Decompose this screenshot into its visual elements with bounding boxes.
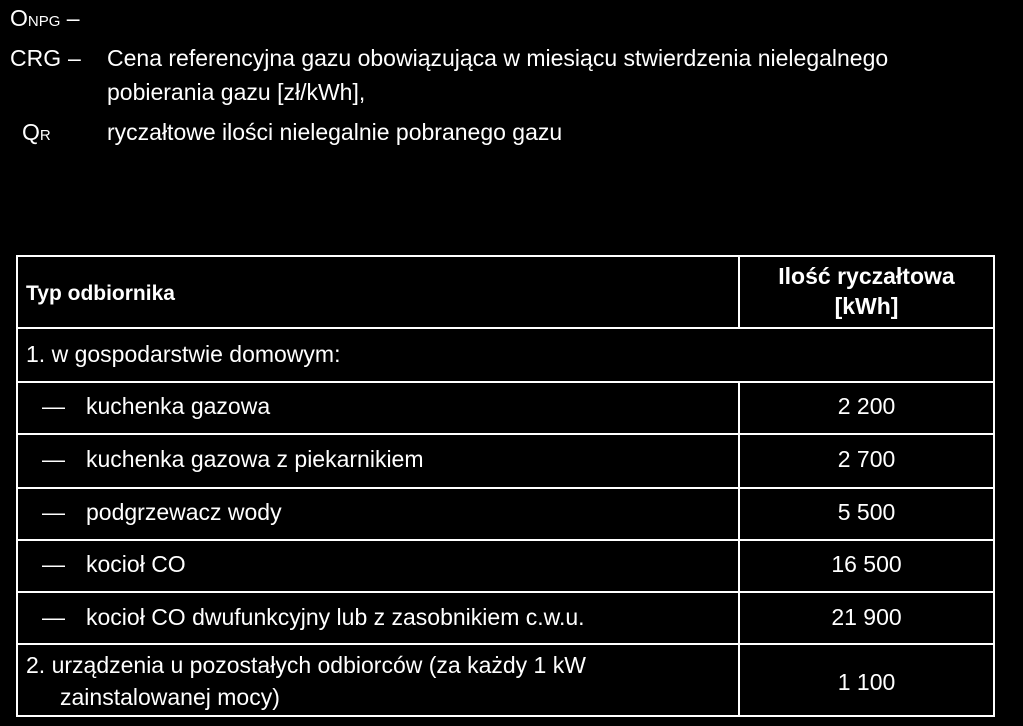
header-quantity-line1: Ilość ryczałtowa: [778, 263, 955, 289]
section-other-consumers: [26, 649, 586, 713]
header-quantity: [740, 261, 993, 321]
row-value: 2 700: [837, 446, 896, 472]
flat-rate-table: [16, 255, 995, 717]
symbol-onpg: [10, 2, 80, 38]
row-dash: —: [42, 604, 65, 630]
row-divider: [18, 591, 993, 593]
symbol-crg: CRG: [10, 45, 62, 71]
row-divider: [18, 381, 993, 383]
symbol-qr-main: Q: [22, 119, 40, 145]
row-divider: [18, 433, 993, 435]
row-value: 21 900: [831, 604, 902, 630]
row-label: kocioł CO: [86, 551, 186, 577]
row-value: 2 200: [837, 393, 896, 419]
row-dash: —: [42, 551, 65, 577]
symbol-onpg-main: O: [10, 5, 28, 31]
row-label: kuchenka gazowa z piekarnikiem: [86, 446, 424, 472]
section-household: 1. w gospodarstwie domowym:: [26, 341, 341, 367]
definition-crg-text-line2: pobierania gazu [zł/kWh],: [107, 79, 366, 105]
section-other-line1: 2. urządzenia u pozostałych odbiorców (za każdy 1 kW: [26, 652, 586, 678]
symbol-qr-subscript: R: [39, 127, 51, 144]
row-divider: [18, 539, 993, 541]
row-dash: —: [42, 499, 65, 525]
row-divider: [18, 487, 993, 489]
row-dash: —: [42, 446, 65, 472]
column-divider-body: [738, 381, 740, 717]
section-other-value: 1 100: [837, 669, 896, 695]
definition-crg-text-line1: Cena referencyjna gazu obowiązująca w miesiącu stwierdzenia nielegalnego: [107, 45, 889, 71]
row-divider: [18, 327, 993, 329]
definition-qr-text: ryczałtowe ilości nielegalnie pobranego gazu: [107, 119, 563, 145]
header-type: Typ odbiornika: [26, 282, 175, 305]
row-divider: [18, 643, 993, 645]
row-value: 16 500: [831, 551, 902, 577]
symbol-qr: [22, 116, 51, 152]
row-dash: —: [42, 393, 65, 419]
row-label: kuchenka gazowa: [86, 393, 271, 419]
definition-crg-dash: –: [68, 45, 81, 71]
row-label: podgrzewacz wody: [86, 499, 282, 525]
symbol-onpg-subscript: NPG: [27, 13, 61, 30]
header-quantity-line2: [kWh]: [834, 293, 899, 319]
row-value: 5 500: [837, 499, 896, 525]
row-label: kocioł CO dwufunkcyjny lub z zasobnikiem c.w.u.: [86, 604, 585, 630]
section-other-line2: zainstalowanej mocy): [60, 684, 280, 710]
symbol-onpg-dash: –: [66, 5, 80, 31]
